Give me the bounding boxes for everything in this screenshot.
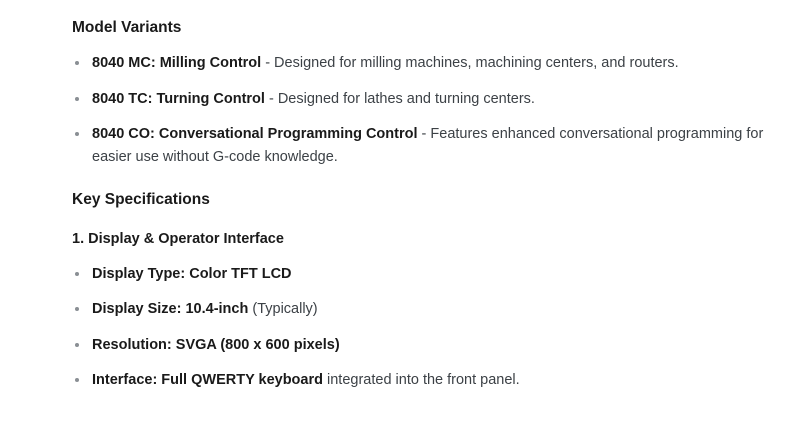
list-item-term: Resolution: SVGA (800 x 600 pixels) bbox=[92, 336, 340, 353]
list-item-description: integrated into the front panel. bbox=[322, 372, 520, 389]
list-item-description: - Features enhanced conversational programming for easier use without G-code knowledge. bbox=[92, 126, 764, 165]
list-item-term: Display Type: Color TFT LCD bbox=[92, 266, 292, 282]
list-item-term: Interface: Full QWERTY keyboard bbox=[92, 372, 323, 389]
list-item bbox=[72, 369, 778, 391]
list-item bbox=[72, 298, 778, 320]
list-item-term: Display Size: 10.4-inch bbox=[92, 301, 249, 318]
section-heading-model-variants: Model Variants bbox=[72, 19, 182, 36]
display-interface-list bbox=[72, 263, 778, 392]
list-item bbox=[72, 88, 778, 110]
list-item-description: - Designed for lathes and turning centers. bbox=[264, 90, 535, 107]
section-heading-key-specifications: Key Specifications bbox=[72, 191, 210, 209]
model-variants-list bbox=[72, 52, 778, 168]
list-item-term: 8040 TC: Turning Control bbox=[92, 90, 265, 107]
subsection-heading-display-operator-interface: 1. Display & Operator Interface bbox=[72, 231, 284, 248]
list-item bbox=[72, 123, 778, 168]
list-item-term: 8040 MC: Milling Control bbox=[92, 55, 262, 72]
list-item bbox=[72, 334, 778, 356]
list-item bbox=[72, 52, 778, 74]
list-item-term: 8040 CO: Conversational Programming Control bbox=[92, 126, 418, 143]
list-item bbox=[72, 263, 778, 285]
list-item-description: (Typically) bbox=[248, 301, 318, 318]
list-item-description: - Designed for milling machines, machining centers, and routers. bbox=[261, 55, 679, 72]
